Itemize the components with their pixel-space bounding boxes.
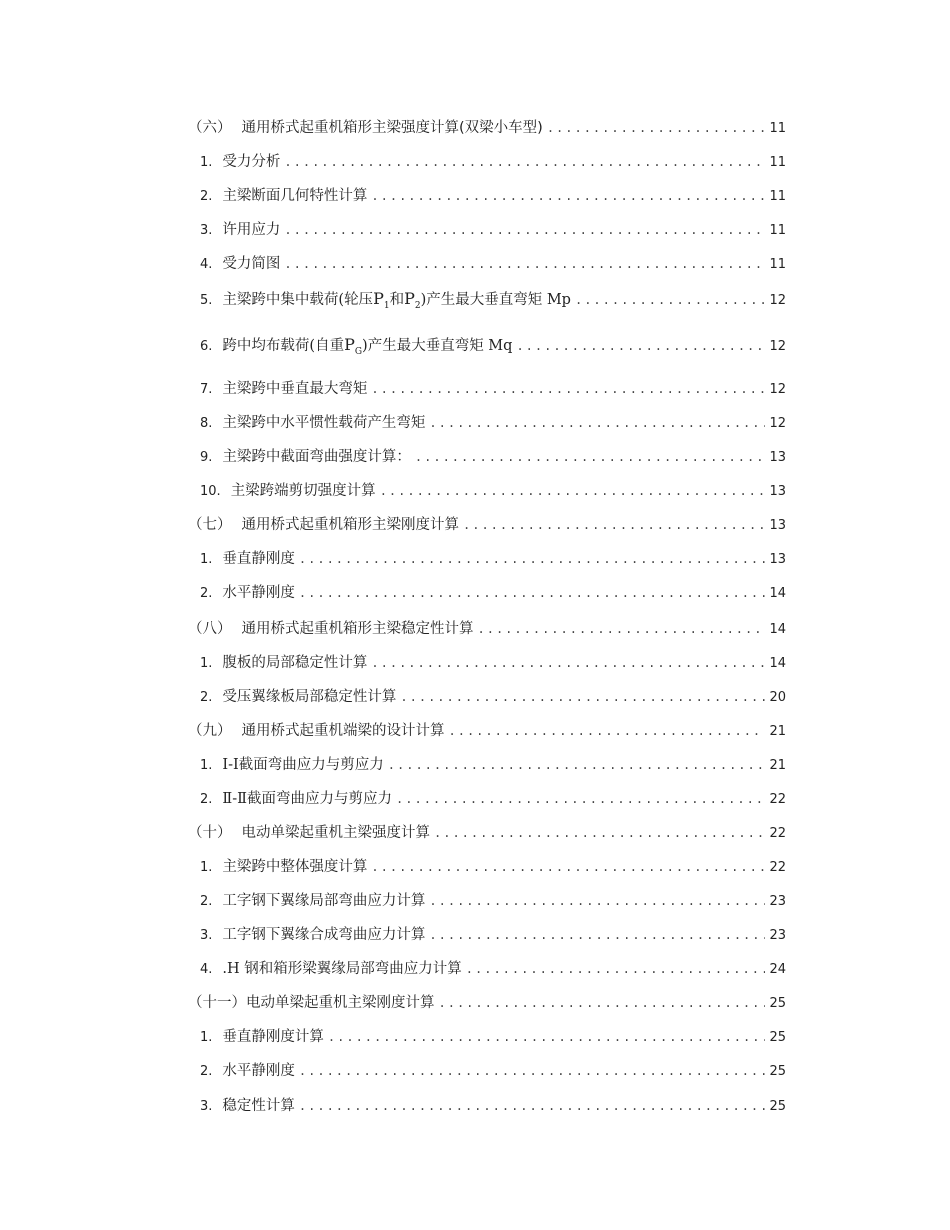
toc-entry-title: 主梁跨中集中载荷(轮压$P_1$和$P_2$)产生最大垂直弯矩 Mp (222, 289, 571, 311)
toc-entry[interactable] (0, 513, 950, 541)
toc-entry[interactable] (0, 547, 950, 575)
toc-entry-page: 25 (769, 1064, 786, 1079)
toc-entry[interactable] (0, 889, 950, 917)
toc-entry-number: 2. (200, 690, 213, 705)
toc-entry-page: 13 (769, 518, 786, 533)
toc-entry-title: 垂直静刚度 (222, 551, 295, 567)
toc-entry-page: 21 (769, 724, 786, 739)
toc-entry-title: 电动单梁起重机主梁强度计算 (241, 825, 430, 841)
toc-entry-number: 1. (200, 155, 213, 170)
toc-entry-number: （八） (188, 621, 232, 637)
toc-entry-number: 4. (200, 962, 213, 977)
dot-leader (429, 894, 765, 908)
toc-entry-page: 23 (769, 928, 786, 943)
toc-entry-page: 22 (769, 826, 786, 841)
toc-entry[interactable] (0, 923, 950, 951)
toc-entry[interactable] (0, 377, 950, 405)
dot-leader (299, 586, 766, 600)
toc-entry[interactable] (0, 334, 950, 362)
toc-entry-page: 12 (769, 382, 786, 397)
toc-entry[interactable] (0, 445, 950, 473)
toc-entry-page: 22 (769, 860, 786, 875)
toc-entry[interactable] (0, 753, 950, 781)
dot-leader (449, 724, 766, 738)
toc-entry-number: （十一） (188, 995, 246, 1011)
toc-entry-page: 11 (769, 155, 786, 170)
toc-entry-page: 13 (769, 552, 786, 567)
toc-entry[interactable] (0, 411, 950, 439)
toc-entry-page: 25 (769, 1030, 786, 1045)
toc-entry[interactable] (0, 1059, 950, 1087)
toc-entry-number: 1. (200, 860, 213, 875)
toc-entry-title: 主梁跨端剪切强度计算 (230, 483, 376, 499)
dot-leader (388, 758, 766, 772)
dot-leader (400, 690, 765, 704)
toc-entry-title: 通用桥式起重机端梁的设计计算 (241, 723, 445, 739)
toc-entry-page: 11 (769, 121, 786, 136)
toc-entry[interactable] (0, 581, 950, 609)
toc-entry-number: 2. (200, 1064, 213, 1079)
toc-entry-title: 稳定性计算 (222, 1098, 295, 1114)
dot-leader (415, 450, 766, 464)
toc-entry-title: 主梁跨中截面弯曲强度计算： (222, 449, 411, 465)
toc-entry[interactable] (0, 1094, 950, 1122)
toc-entry-page: 24 (769, 962, 786, 977)
toc-entry-page: 11 (769, 257, 786, 272)
toc-entry[interactable] (0, 218, 950, 246)
dot-leader (547, 121, 766, 135)
dot-leader (478, 622, 766, 636)
dot-leader (371, 382, 765, 396)
toc-entry-number: 10. (200, 484, 221, 499)
dot-leader (575, 293, 765, 307)
dot-leader (328, 1030, 766, 1044)
toc-entry-title: 通用桥式起重机箱形主梁刚度计算 (241, 517, 459, 533)
toc-entry-title: 受力简图 (222, 256, 281, 272)
toc-entry-title: 受力分析 (222, 154, 281, 170)
dot-leader (463, 518, 765, 532)
toc-entry-title: 主梁跨中垂直最大弯矩 (222, 381, 368, 397)
toc-entry[interactable] (0, 116, 950, 144)
toc-entry-title: 受压翼缘板局部稳定性计算 (222, 689, 397, 705)
toc-entry[interactable] (0, 184, 950, 212)
toc-entry[interactable] (0, 685, 950, 713)
toc-entry-number: 1. (200, 758, 213, 773)
dot-leader (466, 962, 766, 976)
toc-entry-page: 12 (769, 339, 786, 354)
toc-entry[interactable] (0, 787, 950, 815)
toc-entry-number: 8. (200, 416, 213, 431)
dot-leader (439, 996, 766, 1010)
toc-entry-page: 11 (769, 223, 786, 238)
toc-entry-number: 3. (200, 928, 213, 943)
toc-entry-page: 20 (769, 690, 786, 705)
toc-entry-title: 电动单梁起重机主梁刚度计算 (246, 995, 435, 1011)
toc-entry-number: 2. (200, 189, 213, 204)
toc-entry-number: 1. (200, 656, 213, 671)
toc-entry[interactable] (0, 957, 950, 985)
toc-entry-title: 水平静刚度 (222, 1063, 295, 1079)
toc-entry[interactable] (0, 991, 950, 1019)
toc-entry-number: （七） (188, 517, 232, 533)
toc-entry-title: Ⅰ-Ⅰ截面弯曲应力与剪应力 (222, 757, 384, 773)
dot-leader (429, 928, 765, 942)
toc-entry-page: 11 (769, 189, 786, 204)
dot-leader (299, 1064, 766, 1078)
toc-entry-title: 腹板的局部稳定性计算 (222, 655, 368, 671)
toc-entry[interactable] (0, 479, 950, 507)
dot-leader (516, 339, 765, 353)
toc-entry[interactable] (0, 855, 950, 883)
toc-entry-number: 4. (200, 257, 213, 272)
dot-leader (429, 416, 765, 430)
toc-entry[interactable] (0, 1025, 950, 1053)
toc-entry-page: 22 (769, 792, 786, 807)
dot-leader (371, 189, 765, 203)
toc-entry-number: 5. (200, 293, 213, 308)
toc-entry-number: 7. (200, 382, 213, 397)
toc-entry-title: 跨中均布载荷(自重$P_G$)产生最大垂直弯矩 Mq (222, 335, 513, 357)
toc-entry[interactable] (0, 821, 950, 849)
toc-entry-page: 12 (769, 416, 786, 431)
toc-entry-title: .H 钢和箱形梁翼缘局部弯曲应力计算 (222, 961, 462, 977)
toc-entry-number: 2. (200, 894, 213, 909)
toc-entry-title: 工字钢下翼缘合成弯曲应力计算 (222, 927, 426, 943)
toc-entry-page: 14 (769, 586, 786, 601)
toc-entry-title: 水平静刚度 (222, 585, 295, 601)
toc-entry-number: 2. (200, 792, 213, 807)
toc-entry-page: 14 (769, 622, 786, 637)
toc-entry-number: 2. (200, 586, 213, 601)
toc-entry-number: （六） (188, 120, 232, 136)
toc-entry[interactable] (0, 651, 950, 679)
toc-entry-number: 1. (200, 552, 213, 567)
toc-entry-page: 14 (769, 656, 786, 671)
dot-leader (284, 223, 765, 237)
toc-entry-title: Ⅱ-Ⅱ截面弯曲应力与剪应力 (222, 791, 393, 807)
toc-entry[interactable] (0, 288, 950, 316)
toc-entry[interactable] (0, 617, 950, 645)
toc-entry-number: 9. (200, 450, 213, 465)
toc-entry-number: （十） (188, 825, 232, 841)
toc-entry-page: 13 (769, 450, 786, 465)
dot-leader (380, 484, 766, 498)
toc-entry-number: 6. (200, 339, 213, 354)
dot-leader (299, 1099, 766, 1113)
dot-leader (284, 155, 765, 169)
toc-entry-page: 23 (769, 894, 786, 909)
toc-entry-page: 25 (769, 1099, 786, 1114)
toc-entry-title: 主梁跨中整体强度计算 (222, 859, 368, 875)
toc-entry-title: 垂直静刚度计算 (222, 1029, 324, 1045)
toc-entry-page: 21 (769, 758, 786, 773)
dot-leader (299, 552, 766, 566)
toc-entry-page: 25 (769, 996, 786, 1011)
toc-entry-number: 3. (200, 223, 213, 238)
toc-entry-title: 通用桥式起重机箱形主梁稳定性计算 (241, 621, 474, 637)
dot-leader (284, 257, 765, 271)
toc-entry-number: （九） (188, 723, 232, 739)
toc-entry[interactable] (0, 150, 950, 178)
toc-entry-title: 主梁跨中水平惯性载荷产生弯矩 (222, 415, 426, 431)
dot-leader (371, 860, 765, 874)
toc-entry[interactable] (0, 252, 950, 280)
toc-entry-title: 许用应力 (222, 222, 281, 238)
toc-entry-page: 12 (769, 293, 786, 308)
toc-entry-title: 主梁断面几何特性计算 (222, 188, 368, 204)
toc-entry-number: 3. (200, 1099, 213, 1114)
dot-leader (434, 826, 765, 840)
dot-leader (371, 656, 765, 670)
toc-entry-title: 通用桥式起重机箱形主梁强度计算(双梁小车型) (241, 120, 543, 136)
toc-entry-title: 工字钢下翼缘局部弯曲应力计算 (222, 893, 426, 909)
dot-leader (396, 792, 765, 806)
toc-entry[interactable] (0, 719, 950, 747)
toc-entry-page: 13 (769, 484, 786, 499)
toc-entry-number: 1. (200, 1030, 213, 1045)
